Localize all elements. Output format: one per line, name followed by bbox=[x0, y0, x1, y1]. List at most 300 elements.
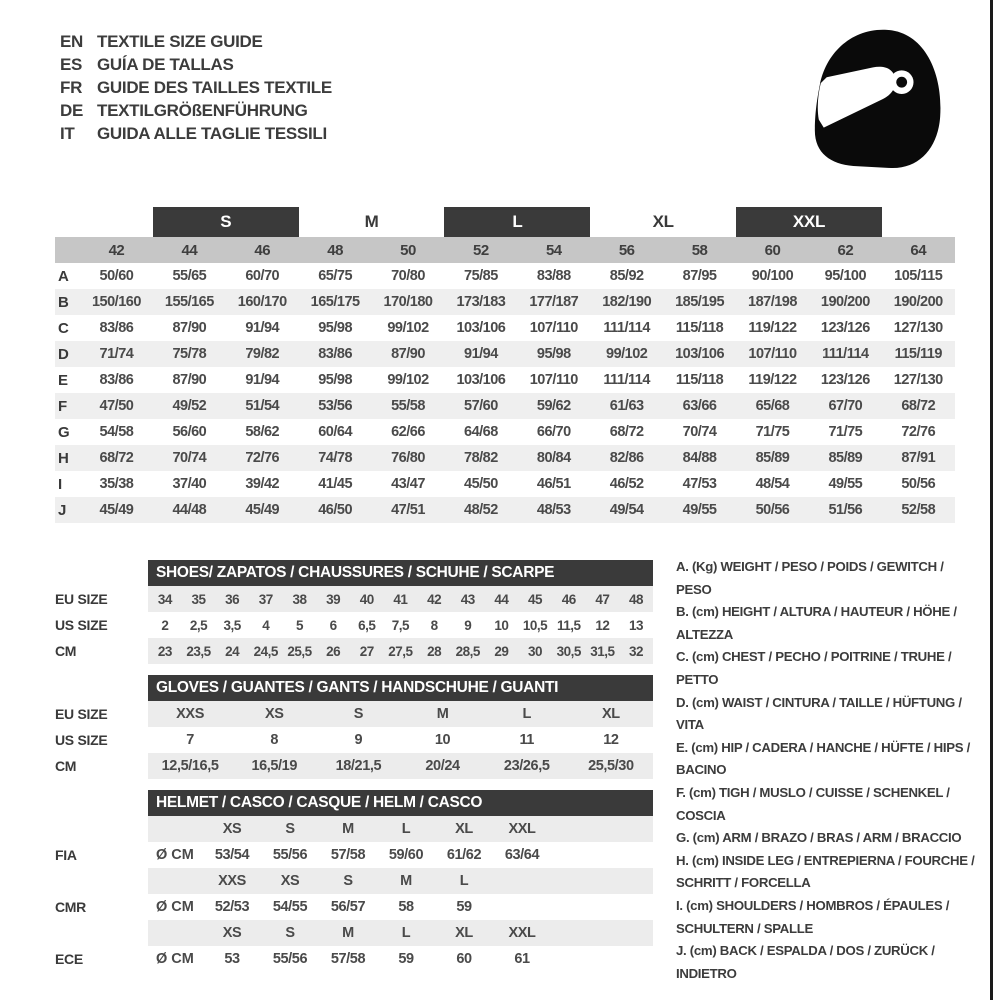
value-cell: 25,5 bbox=[287, 643, 312, 659]
value-cell: 12 bbox=[595, 617, 610, 633]
value-cell: 155/165 bbox=[164, 294, 214, 310]
row-label: CM bbox=[55, 758, 77, 774]
value-cell: 78/82 bbox=[464, 450, 498, 466]
value-cell: 49/55 bbox=[828, 476, 863, 492]
value-cell: 2,5 bbox=[189, 617, 208, 633]
language-code: FR bbox=[60, 77, 83, 97]
value-cell: M bbox=[436, 706, 449, 722]
value-cell: 46/50 bbox=[318, 502, 353, 518]
value-cell: 68/72 bbox=[99, 450, 134, 466]
value-cell: 95/98 bbox=[318, 372, 353, 388]
row-letter: E bbox=[58, 371, 69, 389]
value-cell: 35/38 bbox=[99, 476, 134, 492]
legend-item: C. (cm) CHEST / PECHO / POITRINE / TRUHE / PETTO bbox=[676, 649, 952, 687]
row-band bbox=[148, 920, 653, 946]
row-label: CM bbox=[55, 643, 77, 659]
value-cell: 66/70 bbox=[536, 424, 571, 440]
row-band bbox=[148, 946, 653, 972]
language-code: IT bbox=[60, 123, 75, 143]
value-cell: 68/72 bbox=[609, 424, 644, 440]
value-cell: 70/74 bbox=[682, 424, 717, 440]
value-cell: 83/86 bbox=[318, 346, 353, 362]
row-label: EU SIZE bbox=[55, 591, 108, 607]
value-cell: 72/76 bbox=[901, 424, 936, 440]
row-label: US SIZE bbox=[55, 617, 108, 633]
value-cell: 48/54 bbox=[755, 476, 790, 492]
racing-helmet-icon bbox=[803, 22, 953, 170]
value-cell: 71/75 bbox=[755, 424, 790, 440]
value-cell: 160/170 bbox=[237, 294, 287, 310]
value-cell: 55/56 bbox=[272, 847, 308, 863]
value-cell: 170/180 bbox=[383, 294, 433, 310]
value-cell: 45 bbox=[528, 591, 543, 607]
size-label: 44 bbox=[181, 241, 198, 259]
value-cell: 10 bbox=[434, 732, 451, 748]
legend-item: I. (cm) SHOULDERS / HOMBROS / ÉPAULES / SCHULTERN / SPALLE bbox=[676, 897, 950, 936]
value-cell: 3,5 bbox=[223, 617, 241, 633]
value-cell: 190/200 bbox=[893, 294, 943, 310]
value-cell: 45/49 bbox=[99, 502, 134, 518]
value-cell: 30 bbox=[528, 643, 543, 659]
unit-label: Ø CM bbox=[156, 951, 194, 967]
value-cell: 20/24 bbox=[425, 758, 460, 774]
textile-size-row bbox=[55, 237, 955, 263]
measurement-row-g bbox=[55, 419, 955, 445]
legend-item: F. (cm) TIGH / MUSLO / CUISSE / SCHENKEL / COSCIA bbox=[676, 784, 950, 823]
value-cell: 46 bbox=[561, 591, 576, 607]
value-cell: 55/58 bbox=[391, 398, 425, 414]
value-cell: 35 bbox=[191, 591, 206, 607]
size-label: 60 bbox=[764, 241, 781, 259]
standard-label: ECE bbox=[55, 951, 83, 967]
row-label: US SIZE bbox=[55, 732, 108, 748]
size-label: L bbox=[401, 821, 411, 837]
size-label: 62 bbox=[837, 241, 854, 259]
value-cell: 91/94 bbox=[464, 346, 498, 362]
size-label: 58 bbox=[691, 241, 708, 259]
value-cell: 75/85 bbox=[464, 268, 498, 284]
value-cell: 123/126 bbox=[820, 372, 870, 388]
value-cell: 57/58 bbox=[330, 951, 366, 967]
group-spacer-tail bbox=[882, 207, 955, 237]
value-cell: 63/66 bbox=[682, 398, 717, 414]
language-row bbox=[60, 122, 332, 145]
value-cell: 59 bbox=[456, 899, 472, 915]
value-cell: 53/56 bbox=[318, 398, 353, 414]
value-cell: 31,5 bbox=[590, 643, 615, 659]
value-cell: 57/58 bbox=[330, 847, 366, 863]
size-label: S bbox=[343, 873, 353, 889]
value-cell: 70/74 bbox=[172, 450, 207, 466]
row-band bbox=[148, 816, 653, 842]
value-cell: 91/94 bbox=[245, 320, 280, 336]
unit-label: Ø CM bbox=[156, 847, 194, 863]
value-cell: 87/91 bbox=[901, 450, 936, 466]
value-cell: 103/106 bbox=[675, 346, 725, 362]
value-cell: 41 bbox=[393, 591, 408, 607]
value-cell: 6 bbox=[329, 617, 337, 633]
size-label: 52 bbox=[473, 241, 489, 259]
value-cell: S bbox=[353, 706, 364, 722]
language-row bbox=[60, 30, 332, 53]
value-cell: 60 bbox=[456, 951, 472, 967]
legend-item: D. (cm) WAIST / CINTURA / TAILLE / HÜFTUNG / VITA bbox=[676, 694, 962, 733]
value-cell: 9 bbox=[464, 617, 472, 633]
measurement-row-d bbox=[55, 341, 955, 367]
value-cell: 51/56 bbox=[828, 502, 863, 518]
size-label: 50 bbox=[400, 241, 416, 259]
value-cell: 115/118 bbox=[675, 372, 724, 388]
legend-item: B. (cm) HEIGHT / ALTURA / HAUTEUR / HÖHE / ALTEZZA bbox=[676, 604, 957, 642]
value-cell: 11,5 bbox=[556, 617, 581, 633]
value-cell: 83/86 bbox=[99, 372, 134, 388]
measurement-row-a bbox=[55, 263, 955, 289]
language-code: EN bbox=[60, 31, 84, 51]
measurement-row-b bbox=[55, 289, 955, 315]
value-cell: 103/106 bbox=[456, 320, 506, 336]
value-cell: 52/58 bbox=[901, 502, 936, 518]
value-cell: 190/200 bbox=[820, 294, 870, 310]
value-cell: 40 bbox=[359, 591, 374, 607]
value-cell: 32 bbox=[629, 643, 644, 659]
guide-title: TEXTILGRÖßENFÜHRUNG bbox=[97, 100, 308, 120]
measurement-row-e bbox=[55, 367, 955, 393]
row-label: EU SIZE bbox=[55, 706, 108, 722]
value-cell: 5 bbox=[295, 617, 303, 633]
page-edge-line bbox=[990, 0, 993, 1000]
size-label: S bbox=[285, 821, 295, 837]
value-cell: 46/52 bbox=[609, 476, 644, 492]
value-cell: 111/114 bbox=[603, 320, 650, 336]
value-cell: 67/70 bbox=[828, 398, 863, 414]
value-cell: 39 bbox=[326, 591, 341, 607]
value-cell: 65/68 bbox=[755, 398, 790, 414]
row-label-spacer bbox=[55, 920, 148, 946]
value-cell: 95/98 bbox=[536, 346, 571, 362]
value-cell: 185/195 bbox=[675, 294, 725, 310]
value-cell: 54/55 bbox=[272, 899, 308, 915]
language-row bbox=[60, 99, 332, 122]
value-cell: L bbox=[522, 706, 531, 722]
value-cell: 10,5 bbox=[522, 617, 548, 633]
value-cell: 57/60 bbox=[464, 398, 498, 414]
size-label: M bbox=[342, 925, 354, 941]
value-cell: 103/106 bbox=[456, 372, 506, 388]
value-cell: 85/89 bbox=[755, 450, 790, 466]
row-letter: F bbox=[58, 397, 68, 415]
value-cell: 99/102 bbox=[387, 320, 429, 336]
textile-size-table bbox=[55, 207, 955, 523]
measurement-row-h bbox=[55, 445, 955, 471]
value-cell: 38 bbox=[292, 591, 307, 607]
value-cell: 29 bbox=[494, 643, 509, 659]
size-label: XXS bbox=[218, 873, 246, 889]
value-cell: 49/54 bbox=[609, 502, 644, 518]
value-cell: 50/60 bbox=[99, 268, 134, 284]
size-group-xxl: XXL bbox=[736, 207, 882, 237]
value-cell: 61 bbox=[514, 951, 530, 967]
value-cell: 99/102 bbox=[387, 372, 429, 388]
value-cell: 150/160 bbox=[91, 294, 141, 310]
value-cell: 173/183 bbox=[456, 294, 506, 310]
value-cell: 46/51 bbox=[536, 476, 571, 492]
row-letter: A bbox=[58, 267, 69, 285]
value-cell: 9 bbox=[354, 732, 363, 748]
group-spacer bbox=[55, 207, 153, 237]
size-label: M bbox=[400, 873, 412, 889]
value-cell: 95/100 bbox=[824, 268, 867, 284]
value-cell: 53 bbox=[224, 951, 240, 967]
textile-group-row bbox=[55, 207, 955, 237]
value-cell: 115/118 bbox=[675, 320, 724, 336]
measurement-row-i bbox=[55, 471, 955, 497]
legend-item: A. (Kg) WEIGHT / PESO / POIDS / GEWITCH / PESO bbox=[676, 559, 944, 597]
value-cell: 165/175 bbox=[310, 294, 360, 310]
value-cell: 87/90 bbox=[172, 372, 207, 388]
value-cell: 59/60 bbox=[388, 847, 424, 863]
value-cell: 7,5 bbox=[391, 617, 410, 633]
measurement-row-j bbox=[55, 497, 955, 523]
value-cell: 47/53 bbox=[682, 476, 717, 492]
value-cell: 87/90 bbox=[172, 320, 207, 336]
size-label: 64 bbox=[910, 241, 927, 259]
value-cell: 61/63 bbox=[609, 398, 644, 414]
legend-item: E. (cm) HIP / CADERA / HANCHE / HÜFTE / HIPS / BACINO bbox=[676, 739, 970, 778]
value-cell: 53/54 bbox=[214, 847, 250, 863]
value-cell: 28,5 bbox=[455, 643, 480, 659]
value-cell: 41/45 bbox=[318, 476, 353, 492]
value-cell: 60/70 bbox=[245, 268, 280, 284]
value-cell: 51/54 bbox=[245, 398, 280, 414]
language-code: ES bbox=[60, 54, 83, 74]
value-cell: 111/114 bbox=[822, 346, 869, 362]
value-cell: 11 bbox=[519, 732, 534, 748]
guide-title: TEXTILE SIZE GUIDE bbox=[97, 31, 263, 51]
value-cell: 87/95 bbox=[682, 268, 717, 284]
measurement-legend bbox=[676, 556, 978, 985]
value-cell: 74/78 bbox=[318, 450, 353, 466]
value-cell: 10 bbox=[494, 617, 509, 633]
value-cell: 83/86 bbox=[99, 320, 134, 336]
standard-label: FIA bbox=[55, 847, 77, 863]
value-cell: 48 bbox=[629, 591, 644, 607]
value-cell: 56/57 bbox=[330, 899, 366, 915]
value-cell: 76/80 bbox=[391, 450, 425, 466]
row-band bbox=[148, 842, 653, 868]
value-cell: 72/76 bbox=[245, 450, 280, 466]
row-label-spacer bbox=[55, 816, 148, 842]
size-label: XS bbox=[222, 821, 242, 837]
value-cell: 36 bbox=[225, 591, 240, 607]
row-letter: C bbox=[58, 319, 69, 337]
value-cell: 70/80 bbox=[391, 268, 425, 284]
size-label: XS bbox=[280, 873, 300, 889]
value-cell: 23,5 bbox=[186, 643, 211, 659]
value-cell: 7 bbox=[186, 732, 194, 748]
row-band bbox=[148, 868, 653, 894]
value-cell: 49/55 bbox=[682, 502, 717, 518]
row-band bbox=[148, 701, 653, 727]
standard-label: CMR bbox=[55, 899, 86, 915]
value-cell: 50/56 bbox=[901, 476, 936, 492]
guide-title: GUIDE DES TAILLES TEXTILE bbox=[97, 77, 332, 97]
value-cell: 80/84 bbox=[536, 450, 571, 466]
value-cell: 47 bbox=[595, 591, 610, 607]
row-band bbox=[148, 638, 653, 664]
value-cell: 49/52 bbox=[172, 398, 207, 414]
value-cell: 2 bbox=[161, 617, 169, 633]
value-cell: 107/110 bbox=[748, 346, 797, 362]
value-cell: 83/88 bbox=[536, 268, 571, 284]
row-letter: D bbox=[58, 345, 69, 363]
value-cell: 62/66 bbox=[391, 424, 425, 440]
value-cell: 24,5 bbox=[253, 643, 278, 659]
value-cell: 24 bbox=[225, 643, 240, 659]
value-cell: 127/130 bbox=[893, 320, 943, 336]
size-group-s: S bbox=[153, 207, 299, 237]
value-cell: XL bbox=[601, 706, 620, 722]
value-cell: 87/90 bbox=[391, 346, 425, 362]
value-cell: 64/68 bbox=[464, 424, 498, 440]
value-cell: 39/42 bbox=[245, 476, 280, 492]
value-cell: 61/62 bbox=[446, 847, 482, 863]
value-cell: 52/53 bbox=[214, 899, 250, 915]
value-cell: 12 bbox=[603, 732, 619, 748]
value-cell: 99/102 bbox=[606, 346, 648, 362]
row-band bbox=[148, 727, 653, 753]
size-label: 48 bbox=[327, 241, 343, 259]
value-cell: 45/50 bbox=[464, 476, 498, 492]
language-row bbox=[60, 76, 332, 99]
language-title-list bbox=[60, 30, 332, 145]
value-cell: 127/130 bbox=[893, 372, 943, 388]
value-cell: 59 bbox=[398, 951, 414, 967]
value-cell: 34 bbox=[157, 591, 172, 607]
value-cell: 119/122 bbox=[748, 320, 797, 336]
value-cell: 123/126 bbox=[820, 320, 870, 336]
value-cell: 28 bbox=[427, 643, 442, 659]
row-letter: I bbox=[58, 475, 63, 493]
value-cell: 43/47 bbox=[391, 476, 425, 492]
value-cell: 58 bbox=[398, 899, 414, 915]
legend-item: J. (cm) BACK / ESPALDA / DOS / ZURÜCK / INDIETRO bbox=[676, 943, 935, 981]
measurement-row-f bbox=[55, 393, 955, 419]
row-band bbox=[148, 894, 653, 920]
value-cell: 8 bbox=[430, 617, 438, 633]
value-cell: 55/56 bbox=[272, 951, 308, 967]
value-cell: 59/62 bbox=[536, 398, 571, 414]
value-cell: 44 bbox=[494, 591, 509, 607]
language-code: DE bbox=[60, 100, 84, 120]
value-cell: 45/49 bbox=[245, 502, 280, 518]
value-cell: 43 bbox=[460, 591, 475, 607]
size-label: XXL bbox=[508, 821, 536, 837]
value-cell: 50/56 bbox=[755, 502, 790, 518]
value-cell: 13 bbox=[629, 617, 644, 633]
value-cell: 18/21,5 bbox=[335, 758, 382, 774]
value-cell: 182/190 bbox=[602, 294, 652, 310]
value-cell: 27,5 bbox=[388, 643, 413, 659]
row-letter: H bbox=[58, 449, 69, 467]
value-cell: 79/82 bbox=[245, 346, 280, 362]
size-label: XS bbox=[222, 925, 242, 941]
value-cell: 111/114 bbox=[603, 372, 650, 388]
size-group-xl: XL bbox=[652, 212, 674, 231]
size-label: M bbox=[342, 821, 354, 837]
value-cell: 71/74 bbox=[99, 346, 134, 362]
racing-helmet-icon bbox=[803, 22, 953, 170]
size-label: 42 bbox=[108, 241, 125, 259]
value-cell: 44/48 bbox=[172, 502, 207, 518]
unit-label: Ø CM bbox=[156, 899, 194, 915]
value-cell: 23/26,5 bbox=[503, 758, 550, 774]
row-band bbox=[148, 753, 653, 779]
value-cell: 85/92 bbox=[609, 268, 644, 284]
guide-title: GUÍA DE TALLAS bbox=[97, 54, 234, 74]
value-cell: 37/40 bbox=[172, 476, 207, 492]
value-cell: 68/72 bbox=[901, 398, 936, 414]
size-label: L bbox=[459, 873, 469, 889]
value-cell: 107/110 bbox=[529, 372, 578, 388]
value-cell: 6,5 bbox=[358, 617, 376, 633]
value-cell: 58/62 bbox=[245, 424, 280, 440]
value-cell: 12,5/16,5 bbox=[161, 758, 219, 774]
value-cell: 85/89 bbox=[828, 450, 863, 466]
value-cell: 47/51 bbox=[391, 502, 425, 518]
value-cell: XXS bbox=[176, 706, 204, 722]
size-label: S bbox=[285, 925, 295, 941]
value-cell: 30,5 bbox=[556, 643, 581, 659]
value-cell: 8 bbox=[270, 732, 279, 748]
value-cell: 48/52 bbox=[464, 502, 498, 518]
guide-title: GUIDA ALLE TAGLIE TESSILI bbox=[97, 123, 327, 143]
value-cell: 26 bbox=[326, 643, 341, 659]
textile-body bbox=[55, 263, 955, 523]
value-cell: 55/65 bbox=[172, 268, 207, 284]
value-cell: 23 bbox=[157, 643, 172, 659]
value-cell: 115/119 bbox=[894, 346, 942, 362]
row-band bbox=[148, 586, 653, 612]
value-cell: 37 bbox=[258, 591, 273, 607]
value-cell: 105/115 bbox=[894, 268, 943, 284]
value-cell: 90/100 bbox=[751, 268, 794, 284]
value-cell: 25,5/30 bbox=[588, 758, 634, 774]
value-cell: 54/58 bbox=[99, 424, 134, 440]
size-label: XL bbox=[455, 925, 473, 941]
size-label: 46 bbox=[254, 241, 271, 259]
language-row bbox=[60, 53, 332, 76]
legend-item: H. (cm) INSIDE LEG / ENTREPIERNA / FOURCHE / SCHRITT / FORCELLA bbox=[676, 852, 975, 891]
size-label: 56 bbox=[618, 241, 635, 259]
value-cell: 60/64 bbox=[318, 424, 353, 440]
shoes-title-bar: SHOES/ ZAPATOS / CHAUSSURES / SCHUHE / SCARPE bbox=[148, 560, 653, 586]
value-cell: XS bbox=[264, 706, 284, 722]
row-letter: B bbox=[58, 293, 69, 311]
gloves-title-bar: GLOVES / GUANTES / GANTS / HANDSCHUHE / GUANTI bbox=[148, 675, 653, 701]
value-cell: 27 bbox=[359, 643, 374, 659]
value-cell: 75/78 bbox=[172, 346, 207, 362]
row-label-spacer bbox=[55, 868, 148, 894]
value-cell: 48/53 bbox=[536, 502, 571, 518]
value-cell: 119/122 bbox=[748, 372, 797, 388]
value-cell: 82/86 bbox=[609, 450, 644, 466]
value-cell: 56/60 bbox=[172, 424, 207, 440]
value-cell: 4 bbox=[262, 617, 270, 633]
value-cell: 47/50 bbox=[99, 398, 134, 414]
row-letter: G bbox=[58, 423, 70, 441]
size-label: XL bbox=[455, 821, 473, 837]
value-cell: 65/75 bbox=[318, 268, 353, 284]
